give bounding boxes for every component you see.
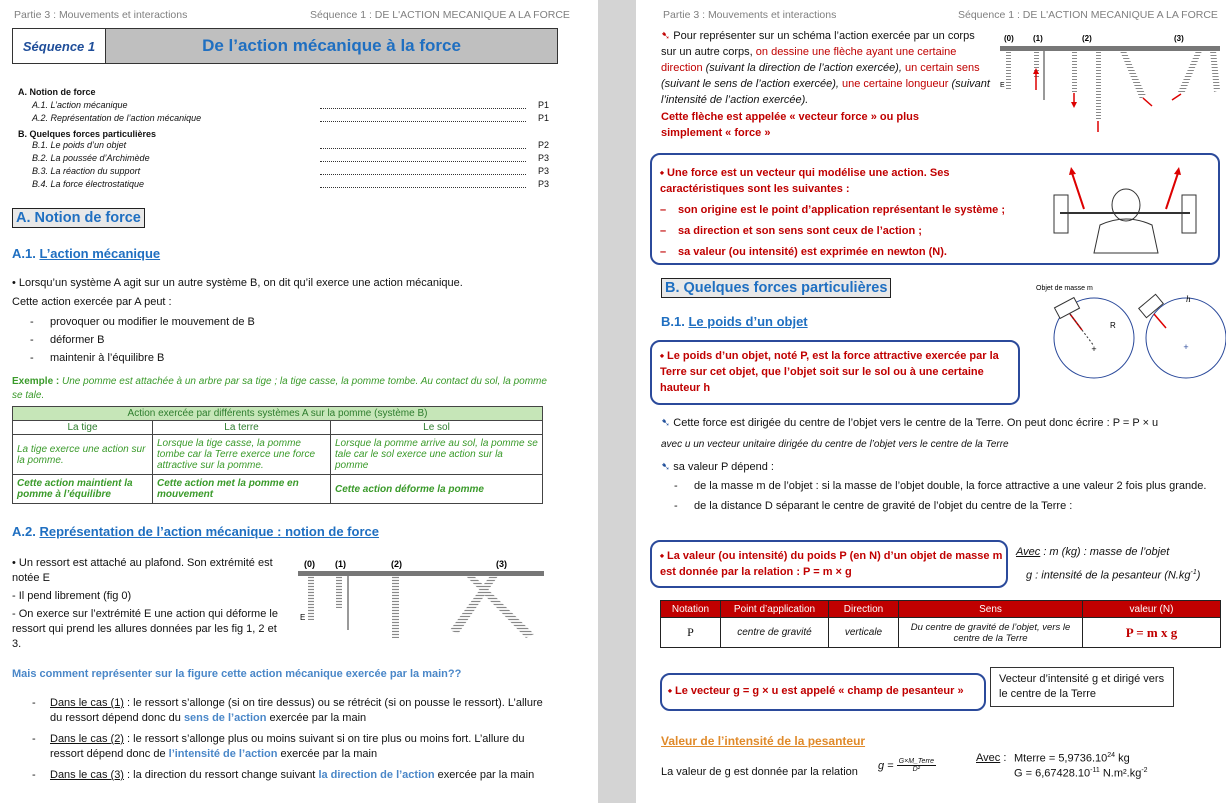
spring-0 [308,576,314,620]
intro-text: • Lorsqu’un système A agit sur un autre système B, on dit qu’il exerce une action mécanique. [12,277,463,289]
list-item: - provoquer ou modifier le mouvement de B [24,316,255,328]
table-cell: centre de gravité [721,618,829,648]
weight-table [660,600,1221,648]
table-head: valeur (N) [1083,601,1221,618]
table-cell: Lorsque la tige casse, la pomme tombe car la Terre exerce une force attractive sur la pomme. [153,435,331,475]
section-a-heading: A. Notion de force [12,208,145,228]
sequence-label: Séquence 1 [13,29,106,63]
svg-text:h: h [1186,294,1191,304]
list-item: - déformer B [24,334,255,346]
toc-item: B.4. La force électrostatique [32,179,145,189]
toc-item: B. Quelques forces particulières [18,129,157,139]
weight-relation-box [650,540,1008,588]
earth-mass: Mterre = $5,9736.10^{24}$ kg [1014,752,1130,765]
section-b-heading: B. Quelques forces particulières [661,278,891,298]
toc-leader [320,167,526,175]
header-right: Séquence 1 : DE L'ACTION MECANIQUE A LA FORCE [310,9,570,21]
svg-text:R: R [1110,321,1116,330]
cases [32,696,557,783]
table-head: Direction [829,601,899,618]
table-cell: Cette action maintient la pomme à l’équilibre [13,475,153,504]
fig-label: E [1000,82,1005,89]
table-cell: verticale [829,618,899,648]
force-definition-box [650,153,1220,265]
fig-label: (3) [1174,34,1184,43]
case-2: - Dans le cas (2) : le ressort s’allonge plus ou moins suivant si on tire plus ou moins fort. L’allure du ressort dépend donc de l’intensité de l’action exercée par la main [32,733,525,760]
spring-2 [392,576,399,638]
vector-force-text: Cette flèche est appelée « vecteur force » ou plus simplement « force » [661,111,919,139]
case-1: - Dans le cas (1) : le ressort s’allonge (si on tire dessus) ou se rétrécit (si on pousse le ressort). L’allure du ressort dépend donc du sens de l’action exercée par la main [32,697,543,724]
svg-text:+: + [1183,342,1189,352]
toc-page: P1 [538,100,550,110]
fig-label: E [300,613,306,622]
toc-page: P1 [538,113,550,123]
fig-label: (2) [391,559,402,569]
header-left: Partie 3 : Mouvements et interactions [14,9,188,21]
constants-label: Avec : [976,752,1007,764]
question-text: Mais comment représenter sur la figure cette action mécanique exercée par la main?? [12,668,462,680]
fig-label: (0) [1004,34,1014,43]
gravity-intensity-heading: Valeur de l’intensité de la pesanteur [661,734,866,748]
toc-item: A.2. Représentation de l’action mécanique [32,113,202,123]
table-cell: Cette action met la pomme en mouvement [153,475,331,504]
direction-text: ➷ Cette force est dirigée du centre de l’objet vers le centre de la Terre. On peut donc écrire : P = P × u [661,417,1159,429]
table-cell: Du centre de gravité de l’objet, vers le centre de la Terre [899,618,1083,648]
list-item: - de la masse m de l’objet : si la masse de l’objet double, la force attractive a une valeur 2 fois plus grande. [668,479,1213,494]
ceiling-bar [298,571,544,576]
toc-leader [320,154,526,162]
gravity-field-box [660,673,986,711]
table-cell: Lorsque la pomme arrive au sol, la pomme se tale car le sol exerce une action sur la pomme [331,435,543,475]
table-head: Point d’application [721,601,829,618]
table-cell: P = m x g [1083,618,1221,648]
toc-item: A.1. L’action mécanique [32,100,128,110]
fig-label: (3) [496,559,507,569]
table-head: Le sol [331,421,543,435]
earth-object-figure [1036,280,1226,385]
spring-text: • Un ressort est attaché au plafond. Son extrémité est notée E - Il pend librement (fig 0) - On exerce sur l’extrémité E une action qui déforme le ressort qui prend les allures données par les fig 1, 2 et 3. [12,557,278,650]
gravity-field-def: ⬩ Le vecteur g = g × u est appelé « champ de pesanteur » [668,685,964,697]
example-text: Exemple : Une pomme est attachée à un arbre par sa tige ; la tige casse, la pomme tombe. Au contact du sol, la pomme se tale. [12,376,547,401]
case-3: - Dans le cas (3) : la direction du ressort change suivant la direction de l’action exercée par la main [32,769,535,781]
spring-1 [336,576,348,630]
page-title: De l’action mécanique à la force [106,29,557,63]
table-head: Notation [661,601,721,618]
toc-page: P3 [538,166,550,176]
toc-item: B.1. Le poids d’un objet [32,140,127,150]
toc-item: B.2. La poussée d’Archimède [32,153,150,163]
fig-label: (2) [1082,34,1092,43]
weight-relation: ⬩ La valeur (ou intensité) du poids P (en N) d’un objet de masse m est donnée par la relation : P = m × g [660,550,1003,578]
weightlifter-illustration [1050,163,1200,255]
table-head: La terre [153,421,331,435]
table-cell: P [661,618,721,648]
svg-text:+: + [1091,344,1097,354]
table-head: La tige [13,421,153,435]
table-head: Sens [899,601,1083,618]
toc-leader [320,180,526,188]
spring-figure-arrows [1000,30,1222,135]
table-cell: La tige exerce une action sur la pomme. [13,435,153,475]
page-1 [0,0,598,803]
relation-text: La valeur de g est donnée par la relation [661,766,858,778]
section-a2-heading: A.2. Représentation de l’action mécanique : notion de force [12,524,379,539]
title-banner [12,28,558,64]
toc-page: P2 [538,140,550,150]
definition-items: – son origine est le point d’application représentant le système ; – sa direction et son sens sont ceux de l’action ; – sa valeur (ou intensité) est exprimée en newton (N). [660,204,1006,258]
definition-title: ⬩ Une force est un vecteur qui modélise une action. Ses caractéristiques sont les suivantes : [660,167,950,195]
dependency-list [668,479,1213,519]
weight-definition: ⬩ Le poids d’un objet, noté P, est la force attractive exercée par la Terre sur cet objet, que l’objet soit sur le sol ou à une certaine hauteur h [660,350,999,394]
toc-leader [320,114,526,122]
can-text: Cette action exercée par A peut : [12,296,172,308]
fig-label: (1) [1033,34,1043,43]
list-item: - de la distance D séparant le centre de gravité de l’objet du centre de la Terre : [668,499,1213,514]
table-cell: Cette action déforme la pomme [331,475,543,504]
spring-3 [450,576,534,638]
weight-definition-box [650,340,1020,405]
fig-label: (1) [335,559,346,569]
page-2 [636,0,1231,803]
table-title: Action exercée par différents systèmes A sur la pomme (système B) [13,407,543,421]
value-text: ➷ sa valeur P dépend : [661,461,774,473]
action-list [24,316,255,369]
toc-page: P3 [538,153,550,163]
toc-item: A. Notion de force [18,87,96,97]
g-formula: g = G×M_Terre D² [878,758,934,773]
toc-page: P3 [538,179,550,189]
gravitational-constant: $G = 6,67428.10^{-11}$ $N.m^2.kg^{-2}$ [1014,767,1148,780]
toc-item: B.3. La réaction du support [32,166,141,176]
fig-label: (0) [304,559,315,569]
header-left: Partie 3 : Mouvements et interactions [663,9,837,21]
section-b1-heading: B.1. Le poids d’un objet [661,314,808,329]
unit-vector-text: avec u un vecteur unitaire dirigée du centre de l’objet vers le centre de la Terre [661,439,1009,450]
object-label: Objet de masse m [1036,285,1093,292]
apple-table [12,406,543,504]
section-a1-heading: A.1. L’action mécanique [12,246,161,261]
header-right: Séquence 1 : DE L'ACTION MECANIQUE A LA FORCE [958,9,1218,21]
spring-figure [298,558,546,638]
avec-mass: Avec : m (kg) : masse de l’objet [1016,546,1170,558]
avec-g: g : intensité de la pesanteur $(N.kg^{-1})$ [1026,569,1201,582]
list-item: - maintenir à l’équilibre B [24,352,255,364]
toc-leader [320,141,526,149]
representation-text: ➷ Pour représenter sur un schéma l’action exercée par un corps sur un autre corps, on dessine une flèche ayant une certaine direction (suivant la direction de l’action exercée), un certain sens (suivant le sens de l’action exercée), une certaine longueur (suivant l’intensité de l’action exercée). [661,30,990,106]
toc-leader [320,101,526,109]
gravity-field-note: Vecteur d’intensité g et dirigé vers le centre de la Terre [990,667,1174,707]
arrow-icon: ➷ [661,30,674,42]
